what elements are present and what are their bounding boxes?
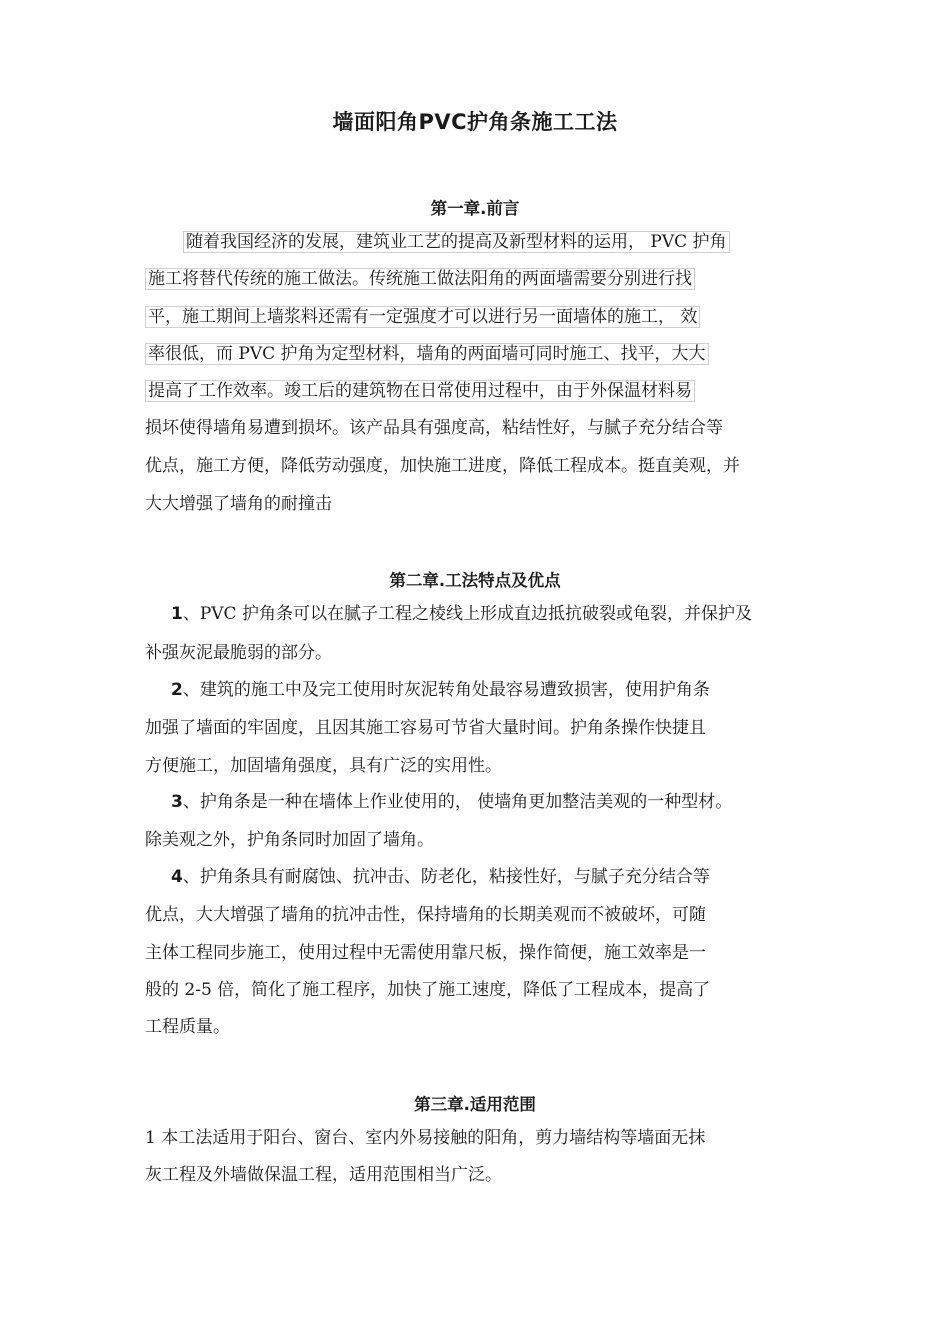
chapter2-item4-line-2: 优点，大大增强了墙角的抗冲击性，保持墙角的长期美观而不被破坏，可随 <box>145 905 706 925</box>
chapter1-line-5 <box>145 380 695 402</box>
chapter1-line-1 <box>183 231 730 253</box>
chapter2-item4-line-1 <box>171 866 710 888</box>
document-title: 墙面阳角PVC护角条施工工法 <box>332 110 618 134</box>
chapter2-item4-line-3: 主体工程同步施工，使用过程中无需使用靠尺板，操作简便，施工效率是一 <box>145 943 706 963</box>
chapter1-line-4 <box>145 343 709 365</box>
chapter2-item2-line-3: 方便施工，加固墙角强度，具有广泛的实用性。 <box>145 756 502 776</box>
chapter1-line-4-text: 率很低，而 PVC 护角为定型材料，墙角的两面墙可同时施工、找平，大大 <box>145 343 709 365</box>
chapter1-heading: 第一章.前言 <box>430 199 520 218</box>
item-number: 1 <box>171 604 183 624</box>
chapter3-line-1: 1 本工法适用于阳台、窗台、室内外易接触的阳角，剪力墙结构等墙面无抹 <box>145 1128 706 1148</box>
chapter1-line-1-text: 随着我国经济的发展，建筑业工艺的提高及新型材料的运用， PVC 护角 <box>183 231 730 253</box>
chapter2-item2-line-1 <box>171 679 710 701</box>
item-number: 2 <box>171 680 183 700</box>
item-text: 、PVC 护角条可以在腻子工程之棱线上形成直边抵抗破裂或龟裂，并保护及 <box>182 604 752 624</box>
chapter2-item3-line-2: 除美观之外，护角条同时加固了墙角。 <box>145 830 434 850</box>
item-text: 、护角条具有耐腐蚀、抗冲击、防老化，粘接性好，与腻子充分结合等 <box>182 867 710 887</box>
chapter2-item1-line-1 <box>171 603 752 625</box>
chapter2-item1-line-2: 补强灰泥最脆弱的部分。 <box>145 643 332 663</box>
chapter1-line-5-text: 提高了工作效率。竣工后的建筑物在日常使用过程中，由于外保温材料易 <box>145 380 695 402</box>
chapter2-item3-line-1 <box>171 791 732 813</box>
chapter1-line-3 <box>145 306 700 328</box>
item-number: 3 <box>171 792 183 812</box>
chapter1-line-8: 大大增强了墙角的耐撞击 <box>145 494 332 514</box>
chapter3-line-2: 灰工程及外墙做保温工程，适用范围相当广泛。 <box>145 1165 502 1185</box>
chapter1-line-2 <box>145 268 695 290</box>
item-text: 、建筑的施工中及完工使用时灰泥转角处最容易遭致损害，使用护角条 <box>182 680 710 700</box>
chapter2-item2-line-2: 加强了墙面的牢固度，且因其施工容易可节省大量时间。护角条操作快捷且 <box>145 718 706 738</box>
chapter1-line-3-text: 平，施工期间上墙浆料还需有一定强度才可以进行另一面墙体的施工， 效 <box>145 306 700 328</box>
item-text: 、护角条是一种在墙体上作业使用的， 使墙角更加整洁美观的一种型材。 <box>182 792 733 812</box>
chapter1-line-2-text: 施工将替代传统的施工做法。传统施工做法阳角的两面墙需要分别进行找 <box>145 268 695 290</box>
chapter2-item4-line-4: 般的 2-5 倍，简化了施工程序，加快了施工速度，降低了工程成本，提高了 <box>145 980 711 1000</box>
item-number: 4 <box>171 867 183 887</box>
chapter2-item4-line-5: 工程质量。 <box>145 1017 230 1037</box>
chapter2-heading: 第二章.工法特点及优点 <box>389 571 561 590</box>
chapter1-line-7: 优点，施工方便，降低劳动强度，加快施工进度，降低工程成本。挺直美观，并 <box>145 456 740 476</box>
chapter1-line-6: 损坏使得墙角易遭到损坏。该产品具有强度高，粘结性好，与腻子充分结合等 <box>145 418 723 438</box>
chapter3-heading: 第三章.适用范围 <box>414 1095 536 1114</box>
